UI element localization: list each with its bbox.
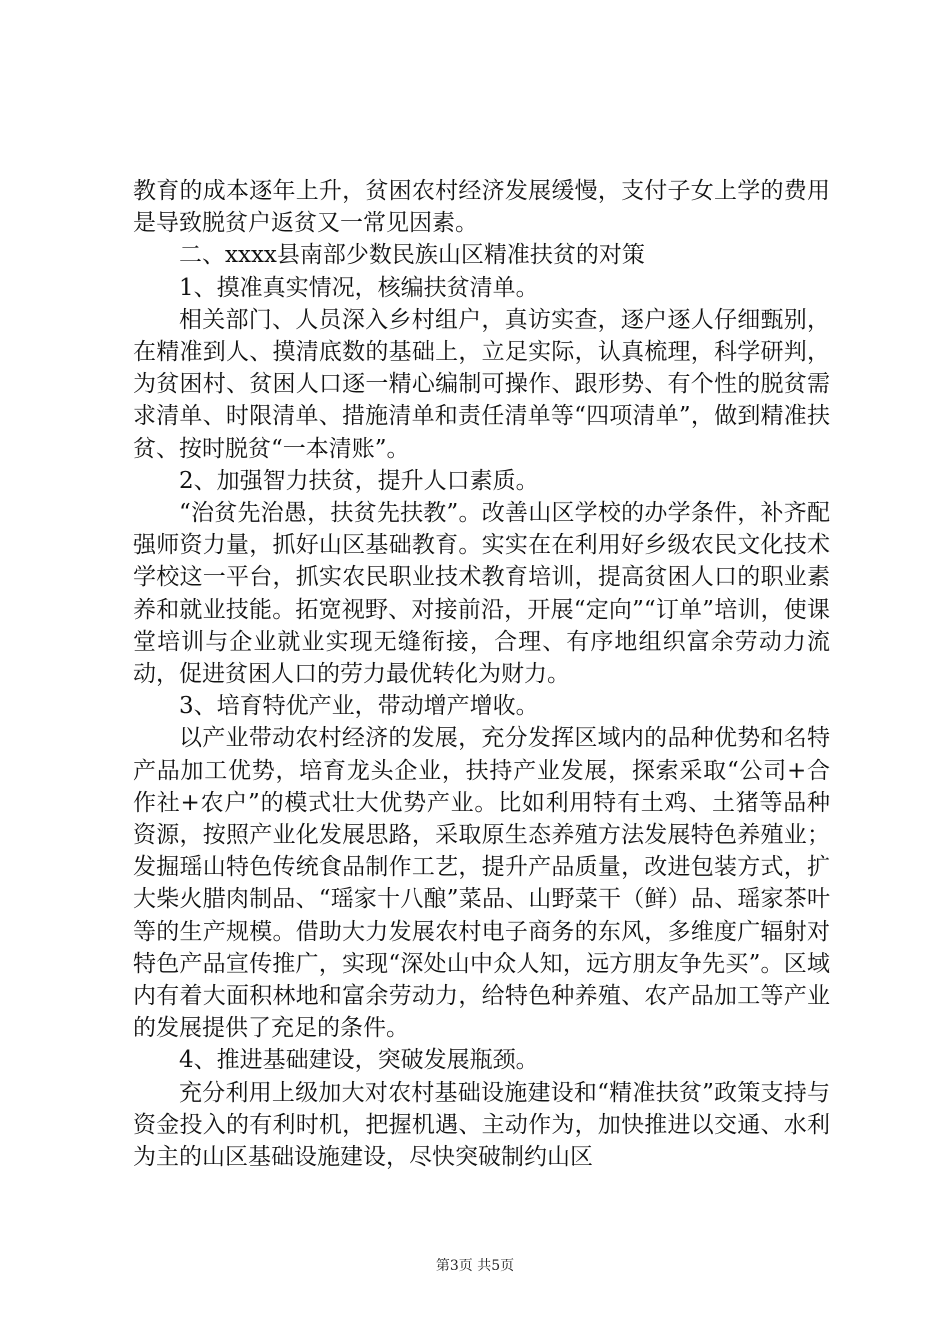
paragraph-2: “治贫先治愚，扶贫先扶教”。改善山区学校的办学条件，补齐配强师资力量，抓好山区基础教育。实实在在利用好乡级农民文化技术学校这一平台，抓实农民职业技术教育培训，提高贫困人口的职业素养和就业技能。拓宽视野、对接前沿，开展“定向”“订单”培训，使课堂培训与企业就业实现无缝衔接，合理、有序地组织富余劳动力流动，促进贫困人口的劳力最优转化为财力。 <box>133 500 830 688</box>
paragraph-3: 以产业带动农村经济的发展，充分发挥区域内的品种优势和名特产品加工优势，培育龙头企业，扶持产业发展，探索采取“公司+合作社+农户”的模式壮大优势产业。比如利用特有土鸡、土猪等品种资源，按照产业化发展思路，采取原生态养殖方法发展特色养殖业；发掘瑶山特色传统食品制作工艺，提升产品质量，改进包装方式，扩大柴火腊肉制品、“瑶家十八酿”菜品、山野菜干（鲜）品、瑶家茶叶等的生产规模。借助大力发展农村电子商务的东风，多维度广辐射对特色产品宣传推广，实现“深处山中众人知，远方朋友争先买”。区域内有着大面积林地和富余劳动力，给特色种养殖、农产品加工等产业的发展提供了充足的条件。 <box>133 725 830 1042</box>
subheading-4: 4、推进基础建设，突破发展瓶颈。 <box>179 1047 539 1074</box>
page-number: 第3页 共5页 <box>435 1258 515 1274</box>
document-body <box>133 175 830 1173</box>
paragraph-continuation: 教育的成本逐年上升，贫困农村经济发展缓慢，支付子女上学的费用是导致脱贫户返贫又一常见因素。 <box>133 178 830 237</box>
section-heading: 二、xxxx县南部少数民族山区精准扶贫的对策 <box>179 242 645 269</box>
paragraph-1: 相关部门、人员深入乡村组户，真访实查，逐户逐人仔细甄别，在精准到人、摸清底数的基础上，立足实际，认真梳理，科学研判，为贫困村、贫困人口逐一精心编制可操作、跟形势、有个性的脱贫需求清单、时限清单、措施清单和责任清单等“四项清单”，做到精准扶贫、按时脱贫“一本清账”。 <box>133 306 830 462</box>
paragraph-4: 充分利用上级加大对农村基础设施建设和“精准扶贫”政策支持与资金投入的有利时机，把握机遇、主动作为，加快推进以交通、水利为主的山区基础设施建设，尽快突破制约山区 <box>133 1079 830 1171</box>
subheading-2: 2、加强智力扶贫，提升人口素质。 <box>179 467 539 494</box>
subheading-3: 3、培育特优产业，带动增产增收。 <box>179 693 539 720</box>
subheading-1: 1、摸准真实情况，核编扶贫清单。 <box>179 274 539 301</box>
